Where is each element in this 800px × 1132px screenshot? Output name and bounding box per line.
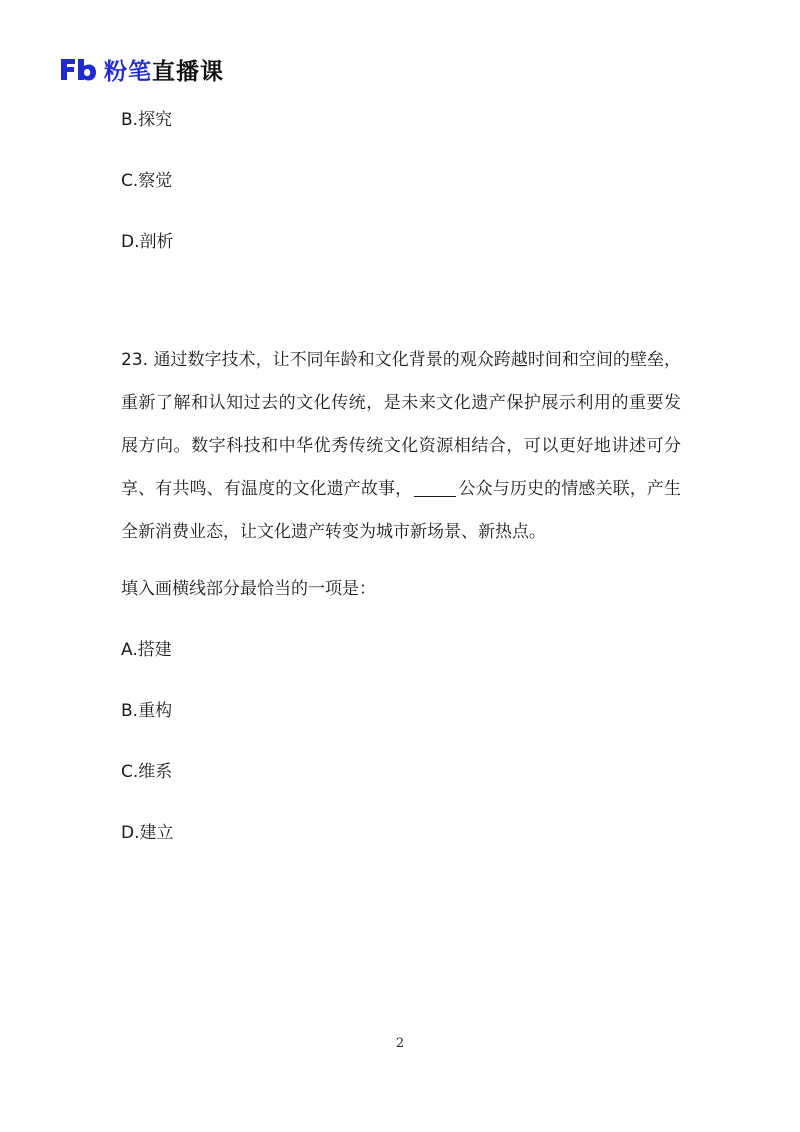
option-b: B.重构 <box>121 701 173 721</box>
brand-name-accent: 粉笔 <box>104 58 152 85</box>
page-number: 2 <box>395 1036 405 1051</box>
prev-option-b: B.探究 <box>121 110 173 130</box>
document-body <box>121 103 681 850</box>
question-prompt: 填入画横线部分最恰当的一项是： <box>121 579 376 599</box>
question-stem-part-2: 公众与历史的情感关联，产生全新消费业态，让文化遗产转变为城市新场景、新热点。 <box>121 479 682 542</box>
fb-logo-icon <box>58 55 98 83</box>
brand-header <box>58 52 224 86</box>
option-d: D.建立 <box>121 823 174 843</box>
brand-name <box>104 53 224 86</box>
prev-option-c: C.察觉 <box>121 171 173 191</box>
option-a: A.搭建 <box>121 640 172 660</box>
answer-blank <box>414 478 456 497</box>
option-c: C.维系 <box>121 762 173 782</box>
prev-option-d: D.剖析 <box>121 232 174 252</box>
question-stem-part-1: 23. 通过数字技术，让不同年龄和文化背景的观众跨越时间和空间的壁垒，重新了解和认知过去的文化传统，是未来文化遗产保护展示利用的重要发展方向。数字科技和中华优秀传统文化资源相结合，可以更好地讲述可分享、有共鸣、有温度的文化遗产故事， <box>121 350 681 499</box>
brand-name-rest: 直播课 <box>152 58 224 85</box>
question-23-stem <box>121 339 681 554</box>
